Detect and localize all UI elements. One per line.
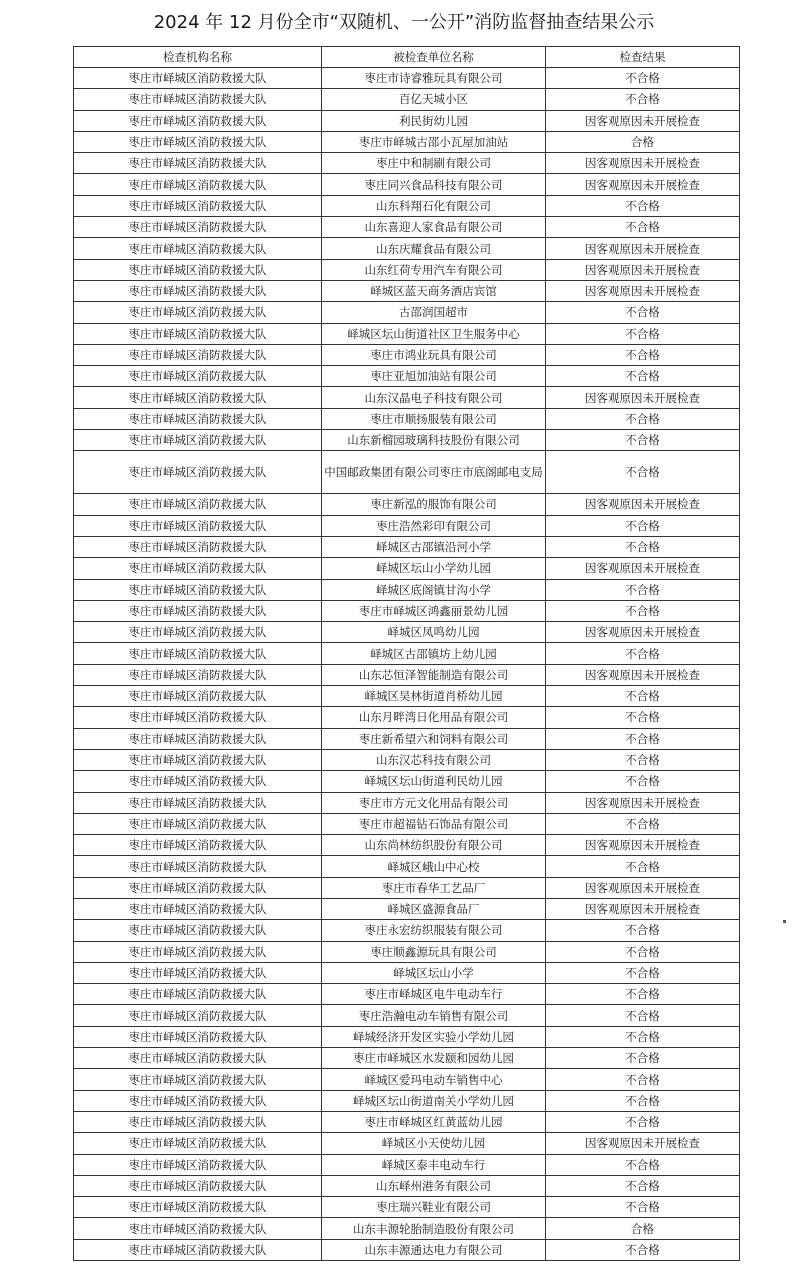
- cell-result: 不合格: [546, 749, 740, 770]
- cell-result: 不合格: [546, 430, 740, 451]
- cell-inspected-unit: 峄城区坛山街道利民幼儿园: [322, 771, 546, 792]
- cell-inspector: 枣庄市峄城区消防救援大队: [74, 600, 322, 621]
- cell-inspected-unit: 枣庄市峄城区水发颐和园幼儿园: [322, 1048, 546, 1069]
- cell-inspected-unit: 利民街幼儿园: [322, 110, 546, 131]
- table-row: [74, 600, 740, 621]
- cell-inspected-unit: 山东喜迎人家食品有限公司: [322, 217, 546, 238]
- cell-inspected-unit: 枣庄同兴食品科技有限公司: [322, 174, 546, 195]
- cell-result: 合格: [546, 131, 740, 152]
- cell-result: 不合格: [546, 1069, 740, 1090]
- table-row: [74, 856, 740, 877]
- header-result: 检查结果: [546, 47, 740, 68]
- cell-result: 不合格: [546, 536, 740, 557]
- cell-inspector: 枣庄市峄城区消防救援大队: [74, 174, 322, 195]
- cell-result: 因客观原因未开展检查: [546, 792, 740, 813]
- cell-inspector: 枣庄市峄城区消防救援大队: [74, 664, 322, 685]
- cell-inspector: 枣庄市峄城区消防救援大队: [74, 430, 322, 451]
- cell-inspected-unit: 山东丰源通达电力有限公司: [322, 1239, 546, 1260]
- cell-inspected-unit: 峄城区古邵镇沿河小学: [322, 536, 546, 557]
- cell-inspector: 枣庄市峄城区消防救援大队: [74, 898, 322, 919]
- cell-result: 不合格: [546, 515, 740, 536]
- cell-inspector: 枣庄市峄城区消防救援大队: [74, 451, 322, 494]
- cell-inspector: 枣庄市峄城区消防救援大队: [74, 1133, 322, 1154]
- cell-inspected-unit: 枣庄永宏纺织服装有限公司: [322, 920, 546, 941]
- cell-inspector: 枣庄市峄城区消防救援大队: [74, 643, 322, 664]
- cell-inspected-unit: 峄城区峨山中心校: [322, 856, 546, 877]
- cell-inspected-unit: 峄城区小天使幼儿园: [322, 1133, 546, 1154]
- cell-inspector: 枣庄市峄城区消防救援大队: [74, 962, 322, 983]
- table-row: [74, 153, 740, 174]
- cell-result: 不合格: [546, 302, 740, 323]
- table-row: [74, 68, 740, 89]
- cell-inspector: 枣庄市峄城区消防救援大队: [74, 1048, 322, 1069]
- cell-result: 不合格: [546, 1026, 740, 1047]
- table-row: [74, 1133, 740, 1154]
- cell-inspector: 枣庄市峄城区消防救援大队: [74, 387, 322, 408]
- cell-result: 不合格: [546, 323, 740, 344]
- cell-result: 因客观原因未开展检查: [546, 1133, 740, 1154]
- cell-result: 因客观原因未开展检查: [546, 835, 740, 856]
- cell-inspected-unit: 山东月畔湾日化用品有限公司: [322, 707, 546, 728]
- table-row: [74, 622, 740, 643]
- cell-result: 不合格: [546, 68, 740, 89]
- cell-inspected-unit: 枣庄市春华工艺品厂: [322, 877, 546, 898]
- cell-inspected-unit: 峄城区底阁镇甘沟小学: [322, 579, 546, 600]
- table-row: [74, 962, 740, 983]
- table-row: [74, 813, 740, 834]
- cell-inspector: 枣庄市峄城区消防救援大队: [74, 792, 322, 813]
- cell-result: 因客观原因未开展检查: [546, 280, 740, 301]
- table-row: [74, 1090, 740, 1111]
- cell-inspector: 枣庄市峄城区消防救援大队: [74, 323, 322, 344]
- cell-inspector: 枣庄市峄城区消防救援大队: [74, 302, 322, 323]
- table-row: [74, 1197, 740, 1218]
- cell-inspector: 枣庄市峄城区消防救援大队: [74, 1239, 322, 1260]
- table-row: [74, 430, 740, 451]
- cell-inspector: 枣庄市峄城区消防救援大队: [74, 68, 322, 89]
- cell-result: 不合格: [546, 600, 740, 621]
- cell-inspected-unit: 山东芯恒泽智能制造有限公司: [322, 664, 546, 685]
- cell-inspected-unit: 枣庄新希望六和饲料有限公司: [322, 728, 546, 749]
- cell-inspected-unit: 枣庄浩然彩印有限公司: [322, 515, 546, 536]
- cell-inspector: 枣庄市峄城区消防救援大队: [74, 558, 322, 579]
- cell-inspector: 枣庄市峄城区消防救援大队: [74, 1218, 322, 1239]
- table-row: [74, 664, 740, 685]
- cell-inspector: 枣庄市峄城区消防救援大队: [74, 153, 322, 174]
- cell-inspector: 枣庄市峄城区消防救援大队: [74, 835, 322, 856]
- cell-inspected-unit: 枣庄市顺扬服装有限公司: [322, 408, 546, 429]
- cell-result: 因客观原因未开展检查: [546, 877, 740, 898]
- table-row: [74, 728, 740, 749]
- cell-inspector: 枣庄市峄城区消防救援大队: [74, 941, 322, 962]
- cell-result: 合格: [546, 1218, 740, 1239]
- cell-inspector: 枣庄市峄城区消防救援大队: [74, 749, 322, 770]
- cell-inspector: 枣庄市峄城区消防救援大队: [74, 259, 322, 280]
- table-row: [74, 920, 740, 941]
- cell-result: 不合格: [546, 1048, 740, 1069]
- cell-inspected-unit: 中国邮政集团有限公司枣庄市底阁邮电支局: [322, 451, 546, 494]
- cell-inspector: 枣庄市峄城区消防救援大队: [74, 856, 322, 877]
- cell-result: 不合格: [546, 984, 740, 1005]
- table-row: [74, 835, 740, 856]
- cell-result: 因客观原因未开展检查: [546, 494, 740, 515]
- table-row: [74, 344, 740, 365]
- cell-inspector: 枣庄市峄城区消防救援大队: [74, 344, 322, 365]
- table-row: [74, 131, 740, 152]
- cell-inspected-unit: 山东庆耀食品有限公司: [322, 238, 546, 259]
- cell-inspected-unit: 枣庄市诗睿雅玩具有限公司: [322, 68, 546, 89]
- cell-result: 不合格: [546, 1005, 740, 1026]
- table-row: [74, 771, 740, 792]
- table-row: [74, 366, 740, 387]
- cell-inspector: 枣庄市峄城区消防救援大队: [74, 813, 322, 834]
- cell-inspector: 枣庄市峄城区消防救援大队: [74, 622, 322, 643]
- cell-inspector: 枣庄市峄城区消防救援大队: [74, 515, 322, 536]
- cell-inspected-unit: 山东汉芯科技有限公司: [322, 749, 546, 770]
- cell-result: 不合格: [546, 366, 740, 387]
- table-row: [74, 643, 740, 664]
- cell-inspected-unit: 峄城区坛山小学幼儿园: [322, 558, 546, 579]
- cell-inspected-unit: 枣庄市峄城古邵小瓦屋加油站: [322, 131, 546, 152]
- cell-inspector: 枣庄市峄城区消防救援大队: [74, 1090, 322, 1111]
- cell-inspector: 枣庄市峄城区消防救援大队: [74, 536, 322, 557]
- table-row: [74, 558, 740, 579]
- table-row: [74, 259, 740, 280]
- cell-result: 不合格: [546, 1197, 740, 1218]
- cell-inspected-unit: 枣庄市峄城区红黄蓝幼儿园: [322, 1111, 546, 1132]
- table-header-row: [74, 47, 740, 68]
- cell-result: 不合格: [546, 771, 740, 792]
- cell-inspector: 枣庄市峄城区消防救援大队: [74, 408, 322, 429]
- cell-inspected-unit: 峄城区泰丰电动车行: [322, 1154, 546, 1175]
- cell-inspector: 枣庄市峄城区消防救援大队: [74, 771, 322, 792]
- cell-result: 因客观原因未开展检查: [546, 153, 740, 174]
- cell-inspector: 枣庄市峄城区消防救援大队: [74, 110, 322, 131]
- table-row: [74, 302, 740, 323]
- cell-inspected-unit: 山东峄州港务有限公司: [322, 1175, 546, 1196]
- table-row: [74, 323, 740, 344]
- cell-inspected-unit: 枣庄市鸿业玩具有限公司: [322, 344, 546, 365]
- table-row: [74, 749, 740, 770]
- cell-inspected-unit: 山东尚林纺织股份有限公司: [322, 835, 546, 856]
- table-body: [74, 68, 740, 1261]
- table-row: [74, 1069, 740, 1090]
- cell-inspector: 枣庄市峄城区消防救援大队: [74, 877, 322, 898]
- table-row: [74, 1048, 740, 1069]
- cell-result: 不合格: [546, 1175, 740, 1196]
- table-row: [74, 707, 740, 728]
- cell-result: 不合格: [546, 344, 740, 365]
- cell-inspector: 枣庄市峄城区消防救援大队: [74, 728, 322, 749]
- cell-inspected-unit: 枣庄浩瀚电动车销售有限公司: [322, 1005, 546, 1026]
- table-row: [74, 1005, 740, 1026]
- cell-inspected-unit: 峄城区蓝天商务酒店宾馆: [322, 280, 546, 301]
- header-inspector: 检查机构名称: [74, 47, 322, 68]
- cell-result: 不合格: [546, 217, 740, 238]
- cell-inspected-unit: 山东丰源轮胎制造股份有限公司: [322, 1218, 546, 1239]
- cell-inspected-unit: 枣庄市峄城区鸿鑫丽景幼儿园: [322, 600, 546, 621]
- table-row: [74, 1239, 740, 1260]
- cell-inspected-unit: 枣庄市方元文化用品有限公司: [322, 792, 546, 813]
- table-row: [74, 387, 740, 408]
- cell-inspected-unit: 枣庄瑞兴鞋业有限公司: [322, 1197, 546, 1218]
- cell-inspected-unit: 峄城区盛源食品厂: [322, 898, 546, 919]
- header-inspected-unit: 被检查单位名称: [322, 47, 546, 68]
- cell-result: 不合格: [546, 1090, 740, 1111]
- cell-result: 不合格: [546, 962, 740, 983]
- cell-inspected-unit: 枣庄新泓的服饰有限公司: [322, 494, 546, 515]
- cell-result: 不合格: [546, 1154, 740, 1175]
- inspection-results-table: [73, 46, 740, 1261]
- cell-inspector: 枣庄市峄城区消防救援大队: [74, 707, 322, 728]
- table-row: [74, 89, 740, 110]
- cell-inspected-unit: 枣庄市超福钻石饰品有限公司: [322, 813, 546, 834]
- cell-result: 不合格: [546, 686, 740, 707]
- table-row: [74, 238, 740, 259]
- cell-inspected-unit: 枣庄顺鑫源玩具有限公司: [322, 941, 546, 962]
- cell-inspector: 枣庄市峄城区消防救援大队: [74, 217, 322, 238]
- cell-result: 因客观原因未开展检查: [546, 898, 740, 919]
- cell-inspector: 枣庄市峄城区消防救援大队: [74, 984, 322, 1005]
- cell-inspector: 枣庄市峄城区消防救援大队: [74, 280, 322, 301]
- cell-result: 不合格: [546, 941, 740, 962]
- cell-inspector: 枣庄市峄城区消防救援大队: [74, 920, 322, 941]
- table-row: [74, 494, 740, 515]
- table-row: [74, 515, 740, 536]
- table-row: [74, 1175, 740, 1196]
- cell-result: 因客观原因未开展检查: [546, 558, 740, 579]
- cell-inspected-unit: 峄城区坛山街道南关小学幼儿园: [322, 1090, 546, 1111]
- table-row: [74, 408, 740, 429]
- cell-result: 不合格: [546, 1239, 740, 1260]
- cell-inspector: 枣庄市峄城区消防救援大队: [74, 131, 322, 152]
- table-row: [74, 1218, 740, 1239]
- cell-result: 因客观原因未开展检查: [546, 387, 740, 408]
- cell-inspected-unit: 山东红荷专用汽车有限公司: [322, 259, 546, 280]
- cell-inspected-unit: 峄城区吴林街道肖桥幼儿园: [322, 686, 546, 707]
- table-row: [74, 217, 740, 238]
- cell-result: 不合格: [546, 728, 740, 749]
- table-row: [74, 1026, 740, 1047]
- cell-inspector: 枣庄市峄城区消防救援大队: [74, 89, 322, 110]
- cell-inspected-unit: 枣庄亚旭加油站有限公司: [322, 366, 546, 387]
- table-row: [74, 941, 740, 962]
- cell-result: 不合格: [546, 643, 740, 664]
- cell-inspected-unit: 峄城经济开发区实验小学幼儿园: [322, 1026, 546, 1047]
- cell-result: 不合格: [546, 707, 740, 728]
- cell-result: 因客观原因未开展检查: [546, 664, 740, 685]
- cell-inspected-unit: 古邵润国超市: [322, 302, 546, 323]
- table-row: [74, 1111, 740, 1132]
- table-row: [74, 686, 740, 707]
- table-row: [74, 536, 740, 557]
- cell-inspected-unit: 山东汉晶电子科技有限公司: [322, 387, 546, 408]
- cell-inspector: 枣庄市峄城区消防救援大队: [74, 1026, 322, 1047]
- table-row: [74, 110, 740, 131]
- cell-result: 不合格: [546, 408, 740, 429]
- cell-inspector: 枣庄市峄城区消防救援大队: [74, 1069, 322, 1090]
- table-row: [74, 898, 740, 919]
- cell-result: 不合格: [546, 813, 740, 834]
- table-row: [74, 174, 740, 195]
- cell-result: 因客观原因未开展检查: [546, 259, 740, 280]
- cell-inspector: 枣庄市峄城区消防救援大队: [74, 366, 322, 387]
- cell-inspector: 枣庄市峄城区消防救援大队: [74, 1154, 322, 1175]
- cell-inspected-unit: 枣庄市峄城区电牛电动车行: [322, 984, 546, 1005]
- cell-inspector: 枣庄市峄城区消防救援大队: [74, 494, 322, 515]
- cell-inspected-unit: 峄城区坛山小学: [322, 962, 546, 983]
- cell-inspector: 枣庄市峄城区消防救援大队: [74, 1197, 322, 1218]
- cell-result: 因客观原因未开展检查: [546, 238, 740, 259]
- cell-inspected-unit: 山东新榴园玻璃科技股份有限公司: [322, 430, 546, 451]
- cell-result: 不合格: [546, 89, 740, 110]
- table-row: [74, 877, 740, 898]
- cell-inspector: 枣庄市峄城区消防救援大队: [74, 1175, 322, 1196]
- cell-result: 不合格: [546, 451, 740, 494]
- cell-inspected-unit: 峄城区古邵镇坊上幼儿园: [322, 643, 546, 664]
- cell-inspected-unit: 枣庄中和制刷有限公司: [322, 153, 546, 174]
- cell-inspector: 枣庄市峄城区消防救援大队: [74, 686, 322, 707]
- cell-inspector: 枣庄市峄城区消防救援大队: [74, 1111, 322, 1132]
- cell-inspector: 枣庄市峄城区消防救援大队: [74, 579, 322, 600]
- cell-result: 不合格: [546, 195, 740, 216]
- cell-result: 不合格: [546, 920, 740, 941]
- cell-result: 不合格: [546, 579, 740, 600]
- cell-inspected-unit: 峄城区坛山街道社区卫生服务中心: [322, 323, 546, 344]
- cell-inspected-unit: 山东科翔石化有限公司: [322, 195, 546, 216]
- table-row: [74, 579, 740, 600]
- table-row: [74, 792, 740, 813]
- cell-result: 因客观原因未开展检查: [546, 622, 740, 643]
- cell-inspected-unit: 峄城区凤鸣幼儿园: [322, 622, 546, 643]
- table-row: [74, 451, 740, 494]
- cell-inspected-unit: 峄城区爱玛电动车销售中心: [322, 1069, 546, 1090]
- table-row: [74, 195, 740, 216]
- cell-inspector: 枣庄市峄城区消防救援大队: [74, 195, 322, 216]
- cell-inspector: 枣庄市峄城区消防救援大队: [74, 1005, 322, 1026]
- scan-speck: [783, 920, 786, 923]
- cell-result: 不合格: [546, 856, 740, 877]
- cell-inspected-unit: 百亿天城小区: [322, 89, 546, 110]
- page-title: 2024 年 12 月份全市“双随机、一公开”消防监督抽查结果公示: [153, 12, 655, 33]
- cell-result: 不合格: [546, 1111, 740, 1132]
- cell-inspector: 枣庄市峄城区消防救援大队: [74, 238, 322, 259]
- table-row: [74, 280, 740, 301]
- table-row: [74, 984, 740, 1005]
- cell-result: 因客观原因未开展检查: [546, 110, 740, 131]
- cell-result: 因客观原因未开展检查: [546, 174, 740, 195]
- table-row: [74, 1154, 740, 1175]
